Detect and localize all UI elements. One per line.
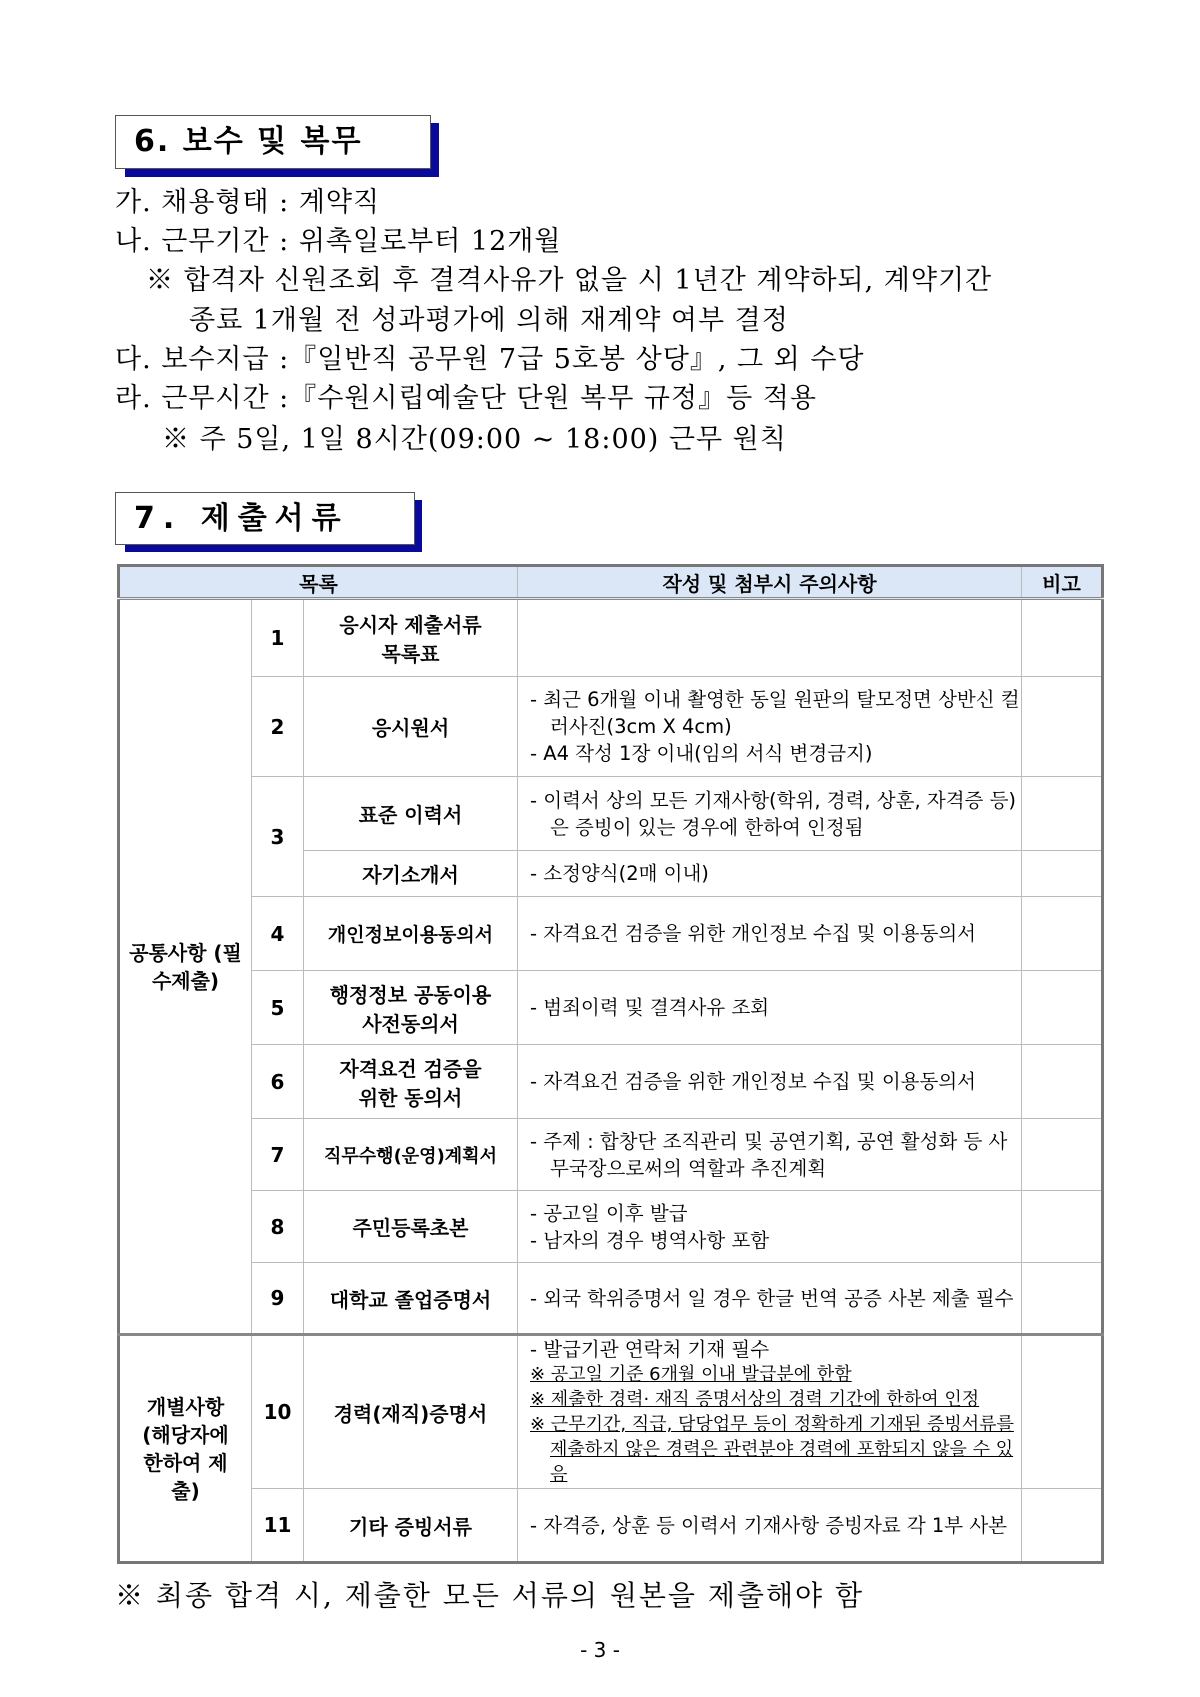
note-line: - 최근 6개월 이내 촬영한 동일 원판의 탈모정면 상반신 컬러사진(3cm X 4cm) [530, 688, 1020, 738]
item-work-period: 나. 근무기간 : 위촉일로부터 12개월 [115, 226, 562, 257]
note-contract: ※ 합격자 신원조회 후 결격사유가 없을 시 1년간 계약하되, 계약기간 [146, 265, 993, 296]
final-footnote: ※ 최종 합격 시, 제출한 모든 서류의 원본을 제출해야 함 [115, 1579, 865, 1612]
note-line: - 자격요건 검증을 위한 개인정보 수집 및 이용동의서 [530, 922, 977, 945]
note-line: - 자격증, 상훈 등 이력서 기재사항 증빙자료 각 1부 사본 [530, 1513, 1008, 1537]
document-notes [518, 1263, 1022, 1335]
document-notes [518, 1191, 1022, 1263]
row-number: 3 [252, 777, 304, 897]
group-common: 공통사항 (필수제출) [119, 599, 252, 1335]
table-row [119, 1335, 1103, 1489]
page-number: - 3 - [580, 1638, 620, 1662]
remarks-cell [1022, 599, 1103, 677]
note-line: - 범죄이력 및 결격사유 조회 [530, 996, 770, 1019]
documents-table [117, 564, 1104, 1564]
row-number: 1 [252, 599, 304, 677]
note-work-hours: ※ 주 5일, 1일 8시간(09:00 ~ 18:00) 근무 원칙 [162, 424, 787, 455]
document-name: 응시원서 [304, 677, 518, 777]
row-number: 5 [252, 971, 304, 1045]
document-notes [518, 1335, 1022, 1489]
document-notes [518, 777, 1022, 851]
header-notes: 작성 및 첨부시 주의사항 [518, 566, 1022, 599]
note-line: - 공고일 이후 발급 [530, 1201, 688, 1225]
document-name: 주민등록초본 [304, 1191, 518, 1263]
row-number: 11 [252, 1489, 304, 1563]
remarks-cell [1022, 1335, 1103, 1489]
group-individual: 개별사항 (해당자에 한하여 제출) [119, 1335, 252, 1563]
document-notes [518, 971, 1022, 1045]
row-number: 2 [252, 677, 304, 777]
remarks-cell [1022, 1045, 1103, 1119]
table-row [119, 897, 1103, 971]
remarks-cell [1022, 1119, 1103, 1191]
table-row [119, 1119, 1103, 1191]
item-salary: 다. 보수지급 :『일반직 공무원 7급 5호봉 상당』, 그 외 수당 [115, 344, 865, 375]
remarks-cell [1022, 1489, 1103, 1563]
document-notes [518, 1045, 1022, 1119]
table-row [119, 971, 1103, 1045]
document-name: 기타 증빙서류 [304, 1489, 518, 1563]
remarks-cell [1022, 1263, 1103, 1335]
note-line: - 남자의 경우 병역사항 포함 [530, 1228, 770, 1252]
row-number: 6 [252, 1045, 304, 1119]
document-notes [518, 677, 1022, 777]
header-list: 목록 [119, 566, 518, 599]
row-number: 4 [252, 897, 304, 971]
table-row [119, 1045, 1103, 1119]
table-row [119, 677, 1103, 777]
document-name: 응시자 제출서류 목록표 [304, 599, 518, 677]
table-row [119, 599, 1103, 677]
note-line: ※ 제출한 경력· 재직 증명서상의 경력 기간에 한하여 인정 [530, 1389, 980, 1410]
note-contract-cont: 종료 1개월 전 성과평가에 의해 재계약 여부 결정 [189, 305, 789, 336]
document-name: 개인정보이용동의서 [304, 897, 518, 971]
table-header-row [119, 566, 1103, 599]
note-line: - 자격요건 검증을 위한 개인정보 수집 및 이용동의서 [530, 1070, 977, 1093]
table-row [119, 1191, 1103, 1263]
note-line: - 발급기관 연락처 기재 필수 [530, 1338, 770, 1361]
section-6-title: 6. 보수 및 복무 [115, 115, 431, 169]
remarks-cell [1022, 971, 1103, 1045]
note-line: ※ 근무기간, 직급, 담당업무 등이 정확하게 기재된 증빙서류를 제출하지 않은 경력은 관련분야 경력에 포함되지 않을 수 있음 [530, 1414, 1014, 1485]
document-name: 경력(재직)증명서 [304, 1335, 518, 1489]
table-row [119, 1489, 1103, 1563]
remarks-cell [1022, 897, 1103, 971]
document-name: 대학교 졸업증명서 [304, 1263, 518, 1335]
row-number: 8 [252, 1191, 304, 1263]
section-7-title: 7. 제출서류 [115, 492, 415, 545]
item-work-hours: 라. 근무시간 :『수원시립예술단 단원 복무 규정』등 적용 [115, 383, 817, 414]
document-name: 표준 이력서 [304, 777, 518, 851]
document-notes [518, 897, 1022, 971]
document-notes [518, 1489, 1022, 1563]
remarks-cell [1022, 677, 1103, 777]
note-line: - 주제 : 합창단 조직관리 및 공연기획, 공연 활성화 등 사무국장으로써의 역할과 추진계획 [530, 1129, 1008, 1180]
document-name: 행정정보 공동이용 사전동의서 [304, 971, 518, 1045]
row-number: 7 [252, 1119, 304, 1191]
remarks-cell [1022, 1191, 1103, 1263]
header-remarks: 비고 [1022, 566, 1103, 599]
document-notes [518, 599, 1022, 677]
row-number: 10 [252, 1335, 304, 1489]
note-line: ※ 공고일 기준 6개월 이내 발급분에 한함 [530, 1364, 852, 1385]
document-notes [518, 851, 1022, 897]
item-employment-type: 가. 채용형태 : 계약직 [115, 187, 381, 218]
note-line: - A4 작성 1장 이내(임의 서식 변경금지) [530, 742, 873, 765]
table-row [119, 777, 1103, 851]
row-number: 9 [252, 1263, 304, 1335]
remarks-cell [1022, 851, 1103, 897]
note-line: - 이력서 상의 모든 기재사항(학위, 경력, 상훈, 자격증 등)은 증빙이 있는 경우에 한하여 인정됨 [530, 788, 1017, 839]
document-notes [518, 1119, 1022, 1191]
note-line: - 소정양식(2매 이내) [530, 862, 709, 885]
note-line: - 외국 학위증명서 일 경우 한글 번역 공증 사본 제출 필수 [530, 1286, 1014, 1310]
document-name: 직무수행(운영)계획서 [304, 1119, 518, 1191]
document-name: 자기소개서 [304, 851, 518, 897]
document-name: 자격요건 검증을 위한 동의서 [304, 1045, 518, 1119]
table-row [119, 1263, 1103, 1335]
remarks-cell [1022, 777, 1103, 851]
